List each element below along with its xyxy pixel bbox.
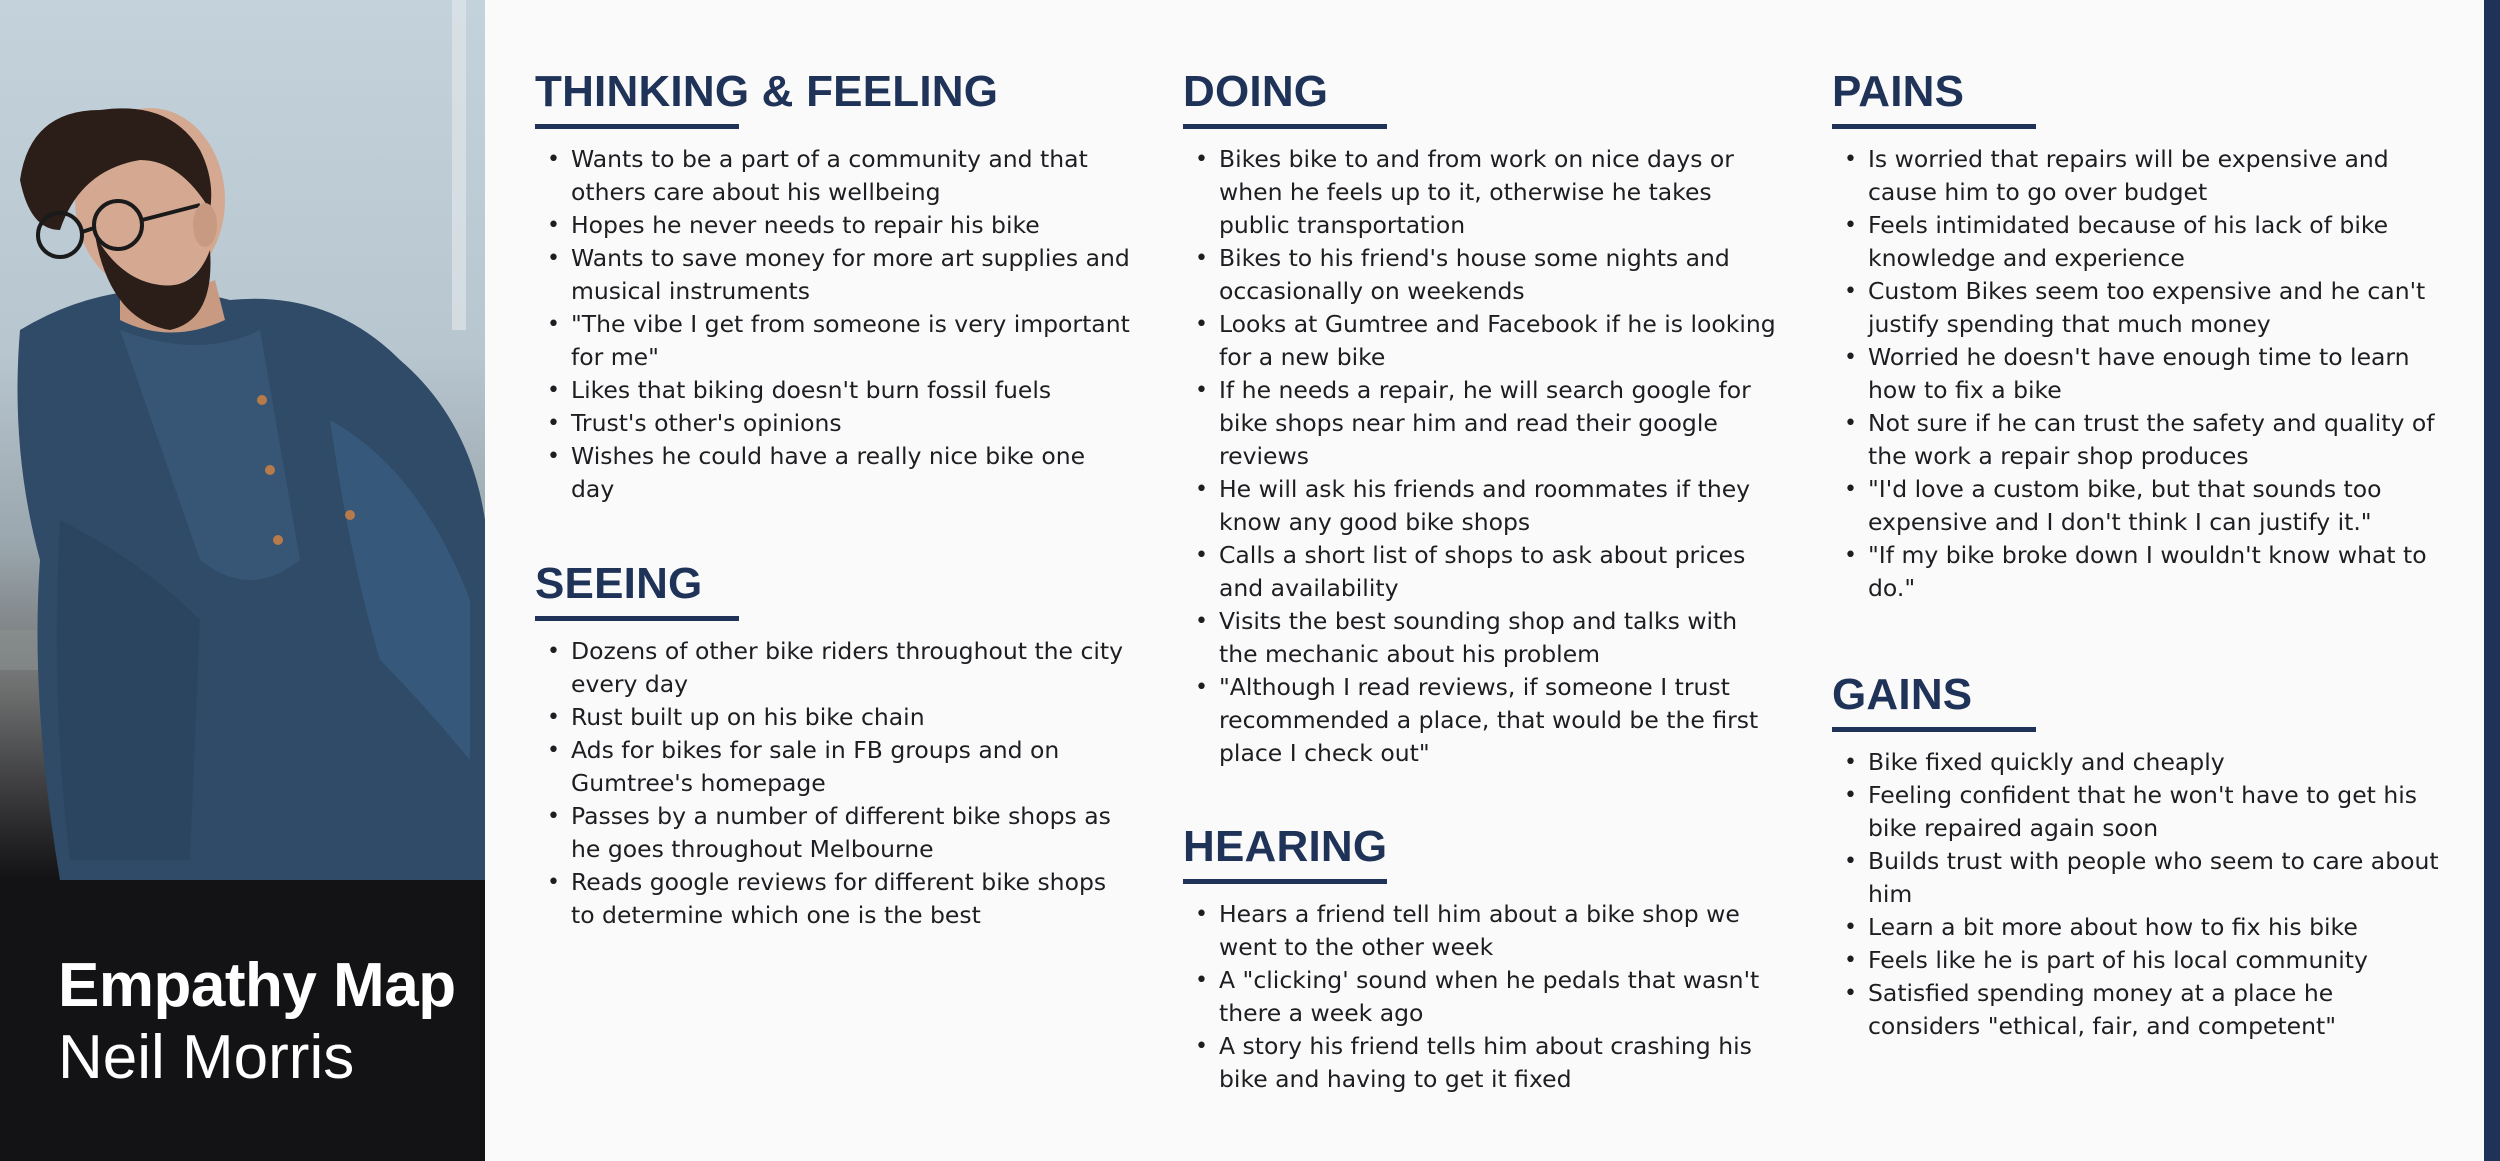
list-item: • Learn a bit more about how to fix his bike (1832, 911, 2442, 944)
list-item: • Feeling confident that he won't have to get his bike repaired again soon (1832, 779, 2442, 845)
list-item: • Looks at Gumtree and Facebook if he is looking for a new bike (1183, 308, 1783, 374)
list-item: • Satisfied spending money at a place he considers "ethical, fair, and competent" (1832, 977, 2442, 1043)
list-item: • Not sure if he can trust the safety and quality of the work a repair shop produces (1832, 407, 2442, 473)
list-item: • Worried he doesn't have enough time to learn how to fix a bike (1832, 341, 2442, 407)
section-heading: DOING (1183, 67, 1329, 116)
item-list (535, 635, 1135, 932)
list-item: • Is worried that repairs will be expensive and cause him to go over budget (1832, 143, 2442, 209)
list-item: • "I'd love a custom bike, but that sounds too expensive and I don't think I can justify it." (1832, 473, 2442, 539)
list-item: • Hopes he never needs to repair his bike (535, 209, 1135, 242)
map-title: Empathy Map (58, 951, 456, 1020)
section-gains (1832, 669, 2442, 1043)
section-pains (1832, 66, 2442, 605)
section-heading: GAINS (1832, 670, 1973, 719)
list-item: • He will ask his friends and roommates if they know any good bike shops (1183, 473, 1783, 539)
accent-bar (2484, 0, 2500, 1161)
heading-underline (1832, 727, 2036, 732)
heading-underline (1832, 124, 2036, 129)
list-item: • Feels like he is part of his local community (1832, 944, 2442, 977)
list-item: • "The vibe I get from someone is very important for me" (535, 308, 1135, 374)
list-item: • Rust built up on his bike chain (535, 701, 1135, 734)
heading-underline (535, 616, 739, 621)
list-item: • Wishes he could have a really nice bike one day (535, 440, 1135, 506)
heading-underline (535, 124, 739, 129)
list-item: • If he needs a repair, he will search google for bike shops near him and read their google reviews (1183, 374, 1783, 473)
persona-illustration (0, 0, 485, 880)
list-item: • Passes by a number of different bike shops as he goes throughout Melbourne (535, 800, 1135, 866)
list-item: • A "clicking' sound when he pedals that wasn't there a week ago (1183, 964, 1783, 1030)
item-list (1832, 143, 2442, 605)
list-item: • Wants to save money for more art supplies and musical instruments (535, 242, 1135, 308)
persona-photo (0, 0, 485, 880)
list-item: • Ads for bikes for sale in FB groups and on Gumtree's homepage (535, 734, 1135, 800)
list-item: • Reads google reviews for different bike shops to determine which one is the best (535, 866, 1135, 932)
list-item: • Wants to be a part of a community and that others care about his wellbeing (535, 143, 1135, 209)
list-item: • Likes that biking doesn't burn fossil fuels (535, 374, 1135, 407)
item-list (1183, 143, 1783, 770)
persona-panel (0, 0, 485, 1161)
list-item: • Bike fixed quickly and cheaply (1832, 746, 2442, 779)
list-item: • Dozens of other bike riders throughout the city every day (535, 635, 1135, 701)
heading-underline (1183, 879, 1387, 884)
list-item: • Hears a friend tell him about a bike shop we went to the other week (1183, 898, 1783, 964)
title-block (58, 950, 456, 1094)
section-thinking-feeling (535, 66, 1135, 506)
list-item: • Calls a short list of shops to ask about prices and availability (1183, 539, 1783, 605)
section-heading: HEARING (1183, 822, 1388, 871)
persona-name: Neil Morris (58, 1023, 355, 1092)
list-item: • Custom Bikes seem too expensive and he can't justify spending that much money (1832, 275, 2442, 341)
list-item: • Builds trust with people who seem to care about him (1832, 845, 2442, 911)
list-item: • A story his friend tells him about crashing his bike and having to get it fixed (1183, 1030, 1783, 1096)
list-item: • "If my bike broke down I wouldn't know what to do." (1832, 539, 2442, 605)
section-heading: PAINS (1832, 67, 1965, 116)
section-doing (1183, 66, 1783, 770)
section-heading: THINKING & FEELING (535, 67, 999, 116)
list-item: • Bikes to his friend's house some nights and occasionally on weekends (1183, 242, 1783, 308)
list-item: • Feels intimidated because of his lack of bike knowledge and experience (1832, 209, 2442, 275)
list-item: • Trust's other's opinions (535, 407, 1135, 440)
section-hearing (1183, 821, 1783, 1096)
item-list (535, 143, 1135, 506)
section-seeing (535, 558, 1135, 932)
item-list (1832, 746, 2442, 1043)
list-item: • Bikes bike to and from work on nice days or when he feels up to it, otherwise he takes public transportation (1183, 143, 1783, 242)
section-heading: SEEING (535, 559, 703, 608)
heading-underline (1183, 124, 1387, 129)
list-item: • "Although I read reviews, if someone I trust recommended a place, that would be the first place I check out" (1183, 671, 1783, 770)
item-list (1183, 898, 1783, 1096)
list-item: • Visits the best sounding shop and talks with the mechanic about his problem (1183, 605, 1783, 671)
